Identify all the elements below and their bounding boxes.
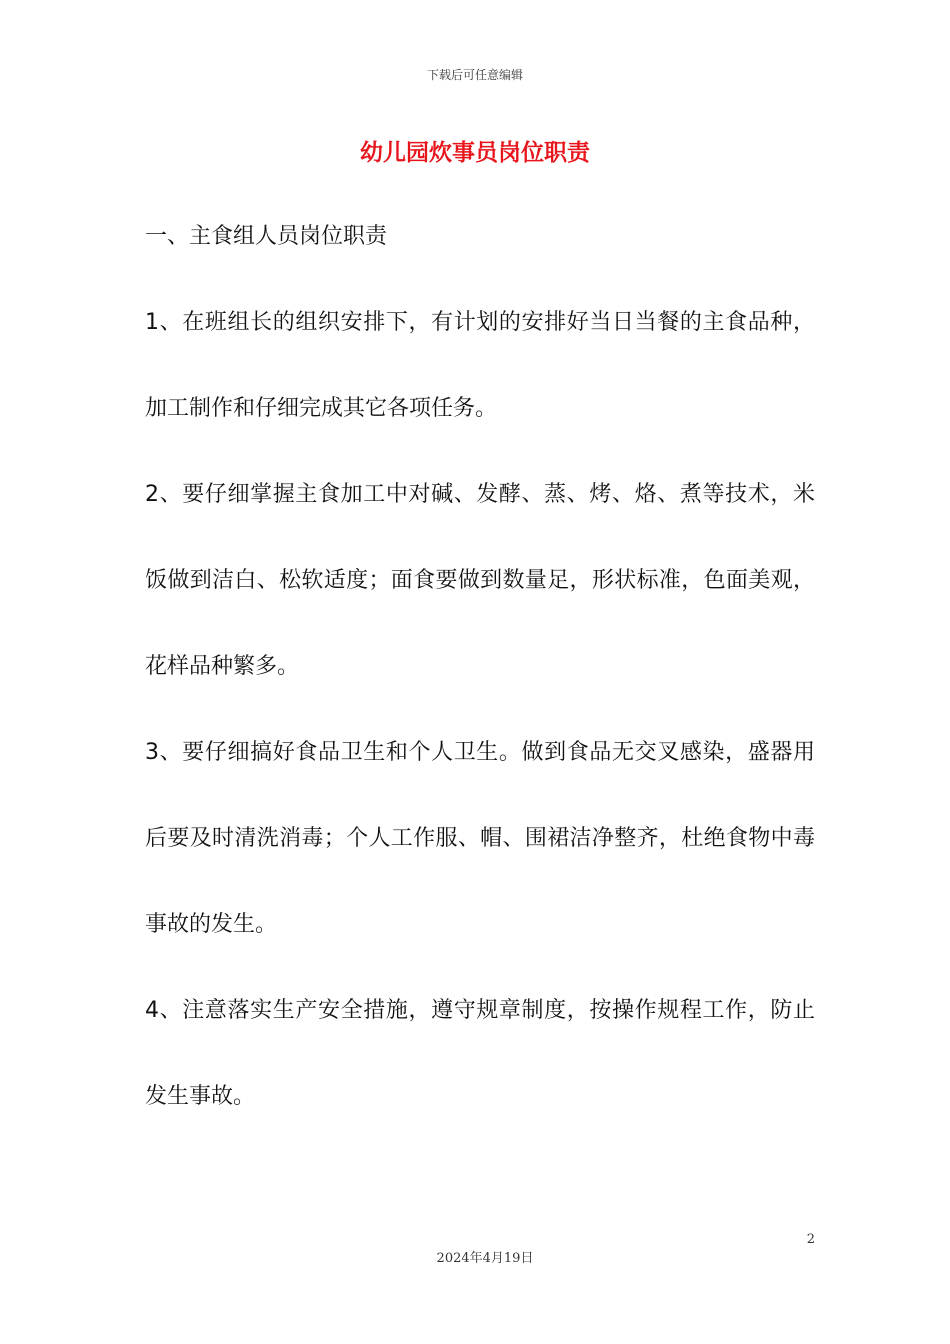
- paragraph-1: 1、在班组长的组织安排下，有计划的安排好当日当餐的主食品种，加工制作和仔细完成其它各项任务。: [145, 310, 815, 421]
- paragraph-list: [145, 280, 815, 1140]
- document-title: 幼儿园炊事员岗位职责: [360, 140, 590, 166]
- footer-date: 2024年4月19日: [436, 1251, 534, 1266]
- paragraph-2: 2、要仔细掌握主食加工中对碱、发酵、蒸、烤、烙、煮等技术，米饭做到洁白、松软适度；面食要做到数量足，形状标准，色面美观，花样品种繁多。: [145, 482, 815, 679]
- paragraph-4: 4、注意落实生产安全措施，遵守规章制度，按操作规程工作，防止发生事故。: [145, 998, 815, 1109]
- section-heading: 一、主食组人员岗位职责: [145, 224, 388, 249]
- header-note: 下载后可任意编辑: [426, 68, 523, 82]
- page-number: 2: [806, 1232, 815, 1247]
- paragraph-3: 3、要仔细搞好食品卫生和个人卫生。做到食品无交叉感染，盛器用后要及时清洗消毒；个人工作服、帽、围裙洁净整齐，杜绝食物中毒事故的发生。: [145, 740, 815, 937]
